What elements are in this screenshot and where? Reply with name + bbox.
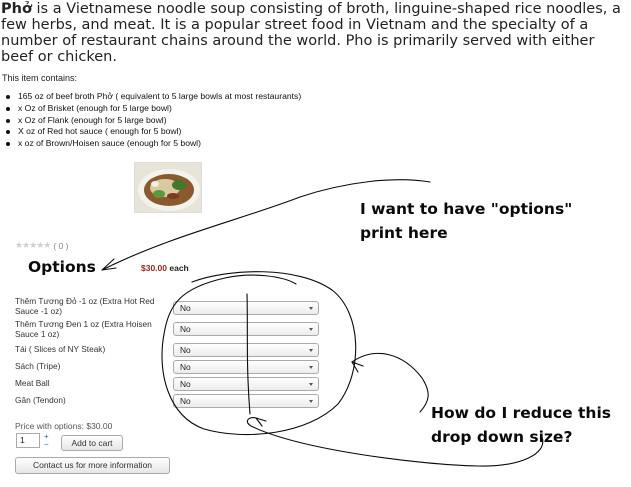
quantity-decrease-button[interactable]: − xyxy=(44,440,49,449)
product-description xyxy=(1,1,629,65)
review-count: ( 0 ) xyxy=(53,240,69,251)
chevron-down-icon xyxy=(309,307,313,310)
product-name: Phở xyxy=(1,1,32,17)
price-unit: each xyxy=(169,263,189,273)
option-label-tendon: Gân (Tendon) xyxy=(15,396,66,405)
chevron-down-icon xyxy=(309,400,313,403)
list-item: x Oz of Flank (enough for 5 large bowl) xyxy=(18,115,301,127)
option-select-tendon[interactable]: No xyxy=(173,394,319,408)
option-select-tripe[interactable]: No xyxy=(173,360,319,374)
annotation-note-1: I want to have "options" print here xyxy=(360,200,573,242)
list-item: X oz of Red hot sauce ( enough for 5 bowl) xyxy=(18,126,301,138)
quantity-input[interactable]: 1 xyxy=(16,433,40,448)
annotation-note-2: How do I reduce this drop down size? xyxy=(431,404,612,446)
option-label-tripe: Sách (Tripe) xyxy=(15,362,61,371)
pho-bowl-image xyxy=(135,163,202,213)
option-select-meat-ball[interactable]: No xyxy=(173,377,319,391)
option-select-steak[interactable]: No xyxy=(173,343,319,357)
list-item: x Oz of Brisket (enough for 5 large bowl) xyxy=(18,103,301,115)
star-rating-icon[interactable]: ★★★★★ xyxy=(15,240,51,250)
contents-list xyxy=(0,91,301,150)
quantity-increase-button[interactable]: + xyxy=(44,432,49,441)
rating xyxy=(15,240,68,251)
option-label-meat-ball: Meat Ball xyxy=(15,379,50,388)
chevron-down-icon xyxy=(309,383,313,386)
annotation-options-word: Options xyxy=(28,258,96,276)
option-label-extra-hoisen-sauce: Thêm Tương Đen 1 oz (Extra Hoisen Sauce 1 oz) xyxy=(15,320,152,339)
annotation-arrow-2 xyxy=(352,353,428,412)
option-select-extra-hoisen-sauce[interactable]: No xyxy=(173,322,319,336)
product-price xyxy=(141,263,189,273)
contact-button[interactable]: Contact us for more information xyxy=(15,457,170,474)
list-item: x oz of Brown/Hoisen sauce (enough for 5 bowl) xyxy=(18,138,301,150)
option-select-extra-hot-red-sauce[interactable]: No xyxy=(173,301,319,315)
product-photo xyxy=(134,162,202,213)
chevron-down-icon xyxy=(309,328,313,331)
chevron-down-icon xyxy=(309,366,313,369)
option-label-extra-hot-red-sauce: Thêm Tương Đỏ -1 oz (Extra Hot Red Sauce -1 oz) xyxy=(15,297,155,316)
option-label-steak: Tái ( Slices of NY Steak) xyxy=(15,345,106,354)
add-to-cart-button[interactable]: Add to cart xyxy=(61,435,123,451)
price-with-options: Price with options: $30.00 xyxy=(15,421,113,431)
chevron-down-icon xyxy=(309,349,313,352)
contains-label: This item contains: xyxy=(2,73,78,83)
description-text: is a Vietnamese noodle soup consisting of broth, linguine-shaped rice noodles, a few herbs, and meat. It is a popular street food in Vietnam and the specialty of a number of restaurant chains around the world. Pho is primarily served with either beef or chicken. xyxy=(1,1,621,65)
price-amount: $30.00 xyxy=(141,263,167,273)
list-item: 165 oz of beef broth Phở ( equivalent to 5 large bowls at most restaurants) xyxy=(18,91,302,101)
